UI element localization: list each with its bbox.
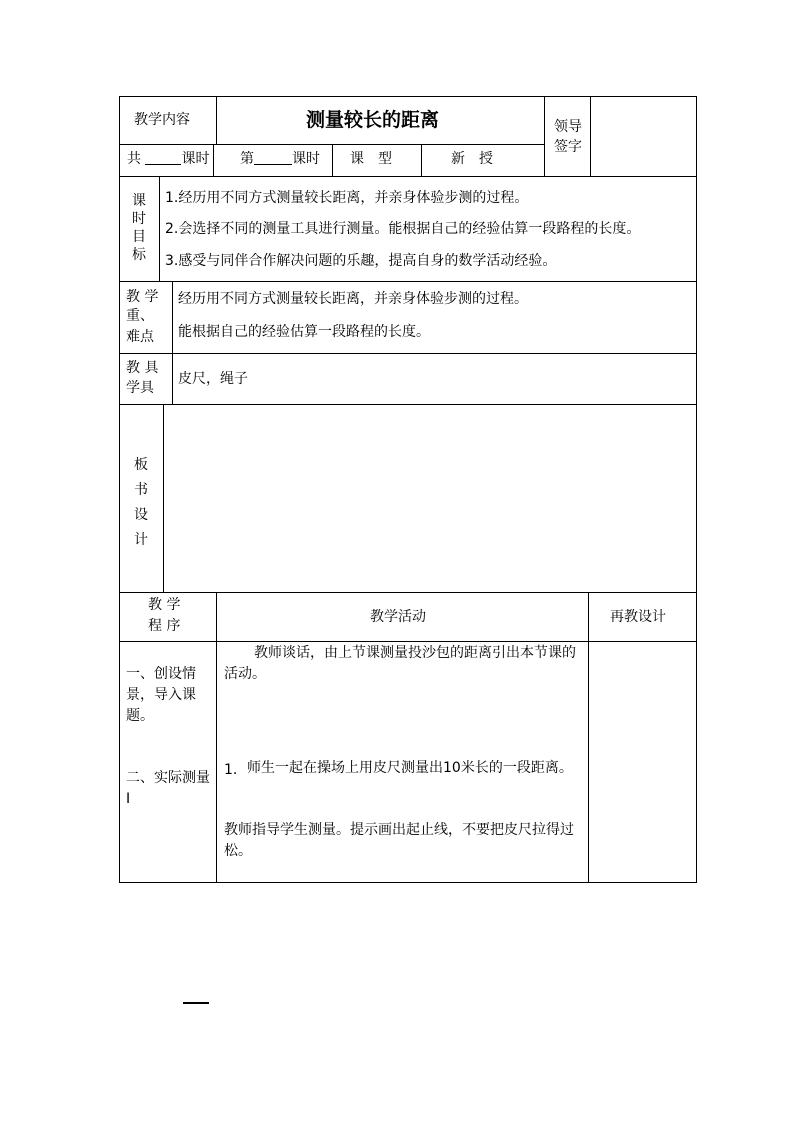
keypoints-label-line2: 重、 (126, 308, 154, 324)
header-sep-2 (544, 96, 545, 176)
procedure-col2-header: 教学活动 (370, 609, 426, 625)
border-left (119, 96, 120, 883)
keypoints-label-line1: 教 学 (126, 289, 159, 305)
lesson-type-label: 课 型 (350, 151, 392, 167)
border-right (696, 96, 697, 883)
procedure-sep-2 (588, 592, 589, 883)
keypoints-sep (172, 281, 173, 353)
board-label: 板书设计 (134, 457, 148, 548)
border-bottom (119, 882, 697, 883)
total-suffix: 课时 (181, 151, 210, 167)
page-title: 测量较长的距离 (306, 109, 440, 131)
procedure-col1-line2: 程 序 (148, 618, 181, 634)
nth-prefix: 第 (240, 151, 254, 167)
board-sep (163, 404, 164, 592)
nth-blank (254, 152, 292, 165)
content-label: 教学内容 (134, 112, 190, 128)
step2-label: 二、实际测量Ⅰ (126, 770, 210, 807)
header-bottom-line (119, 176, 697, 177)
procedure-sep-1 (216, 592, 217, 883)
procedure-col3-header: 再教设计 (610, 609, 666, 625)
procedure-header-line (119, 641, 697, 642)
row2-sep-2 (332, 144, 333, 176)
keypoints-label-line3: 难点 (126, 329, 154, 345)
goals-label: 课时目标 (132, 193, 146, 263)
total-lessons (127, 152, 209, 166)
tools-label-line1: 教 具 (126, 360, 159, 376)
step1-label: 一、创设情景，导入课题。 (126, 666, 196, 724)
tools-label-line2: 学具 (126, 380, 154, 396)
keypoints-line1: 经历用不同方式测量较长距离，并亲身体验步测的过程。 (178, 291, 528, 307)
step2-item-text: 师生一起在操场上用皮尺测量出10米长的一段距离。 (247, 760, 573, 776)
leader-sign-label: 领导签字 (554, 119, 582, 155)
goals-bottom-line (119, 281, 697, 282)
step2-text: 教师指导学生测量。提示画出起止线，不要把皮尺拉得过松。 (224, 822, 574, 859)
stray-dash (183, 1002, 209, 1004)
goal-item-3: 3.感受与同伴合作解决问题的乐趣，提高自身的数学活动经验。 (165, 253, 557, 269)
total-prefix: 共 (127, 151, 141, 167)
goals-sep (159, 176, 160, 281)
keypoints-bottom-line (119, 353, 697, 354)
goal-item-1: 1.经历用不同方式测量较长距离，并亲身体验步测的过程。 (165, 190, 529, 206)
keypoints-line2: 能根据自己的经验估算一段路程的长度。 (178, 324, 430, 340)
goal-item-2: 2.会选择不同的测量工具进行测量。能根据自己的经验估算一段路程的长度。 (165, 221, 641, 237)
row2-sep-1 (213, 144, 214, 176)
tools-sep (172, 353, 173, 404)
header-sep-3 (590, 96, 591, 176)
nth-lesson (240, 152, 320, 166)
step2-item-number: 1. (224, 762, 238, 778)
tools-value: 皮尺，绳子 (178, 371, 248, 387)
nth-suffix: 课时 (292, 151, 320, 167)
total-blank (145, 152, 181, 165)
step1-text: 教师谈话，由上节课测量投沙包的距离引出本节课的活动。 (224, 645, 576, 682)
header-sep-1 (216, 96, 217, 144)
procedure-col1-line1: 教 学 (148, 597, 181, 613)
lesson-type-value: 新 授 (451, 151, 493, 167)
row2-sep-3 (421, 144, 422, 176)
board-bottom-line (119, 592, 697, 593)
border-top (119, 96, 697, 97)
tools-bottom-line (119, 404, 697, 405)
